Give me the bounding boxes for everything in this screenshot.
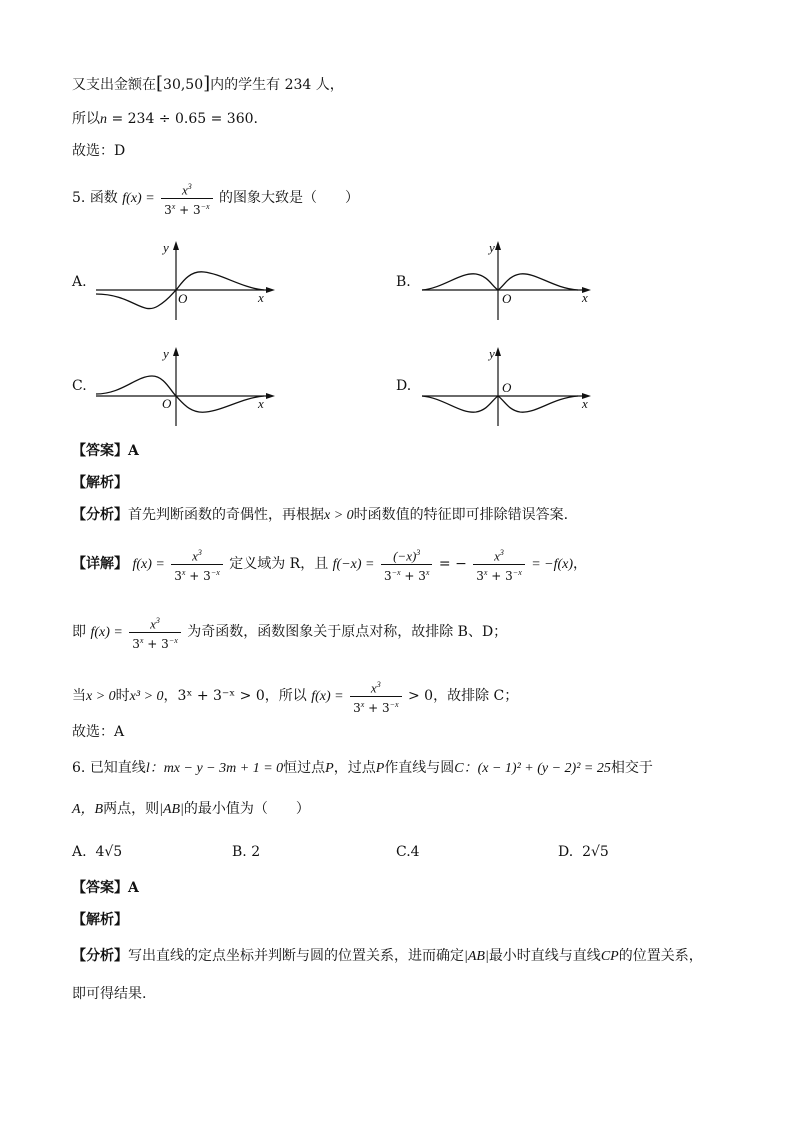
text: 最小时直线与直线 bbox=[488, 948, 601, 964]
text-line-3 bbox=[72, 141, 125, 161]
q5-positive-line: 当x > 0时x³ > 0，3ˣ + 3⁻ˣ > 0，所以 f(x) = $\frac{x^3}{3^x + 3^{-x}}$ > 0，故排除 C； bbox=[72, 676, 518, 716]
text: 时 bbox=[115, 688, 130, 705]
text: 已知直线 bbox=[89, 760, 146, 776]
denominator: $3^x + 3^{-x}$ bbox=[164, 202, 210, 218]
q5-odd-line: 即 f(x) = $\frac{x^3}{3^x + 3^{-x}}$ 为奇函数，函数图象关于原点对称，故排除 B、D； bbox=[72, 612, 507, 652]
text: 两点，则 bbox=[103, 801, 160, 817]
graph-c bbox=[92, 344, 277, 428]
numerator: $x^3$ bbox=[161, 178, 212, 199]
point-p: P bbox=[325, 761, 334, 776]
condition: x > 0 bbox=[324, 508, 354, 523]
q6-fenxi-end: 即可得结果. bbox=[72, 986, 147, 1002]
axis-y-label: y bbox=[489, 346, 495, 361]
text: > 0，故排除 C； bbox=[408, 688, 519, 705]
text: 首先判断函数的奇偶性，再根据 bbox=[128, 507, 324, 523]
origin-label: O bbox=[162, 396, 172, 411]
q5-final: 故选：A bbox=[72, 724, 125, 740]
question-number: 6. bbox=[72, 760, 86, 776]
axis-y-label: y bbox=[163, 346, 169, 361]
graph-b bbox=[418, 238, 593, 322]
text: 为奇函数，函数图象关于原点对称，故排除 B、D； bbox=[187, 624, 508, 641]
text: . bbox=[253, 111, 258, 127]
text: 故选：D bbox=[72, 143, 126, 159]
text: 恒过点 bbox=[283, 760, 326, 776]
origin-label: O bbox=[178, 291, 188, 306]
fraction bbox=[161, 178, 212, 218]
text: ，过点 bbox=[333, 760, 376, 776]
graph-a bbox=[92, 238, 277, 322]
text: 又支出金额在 bbox=[72, 77, 156, 93]
bracket-right: ] bbox=[203, 73, 211, 94]
abs-ab: |AB| bbox=[464, 949, 489, 964]
option-a-label: A. bbox=[72, 274, 87, 290]
text: ，3ˣ + 3⁻ˣ > 0，所以 bbox=[163, 688, 307, 705]
text: 的最小值为（ ） bbox=[183, 801, 310, 817]
q6-fenxi bbox=[72, 946, 703, 967]
abs-ab: |AB| bbox=[159, 802, 184, 817]
axis-y-label: y bbox=[489, 240, 495, 255]
option-c-label: C. bbox=[72, 378, 87, 394]
condition: x > 0 bbox=[86, 689, 116, 705]
text-line-2 bbox=[72, 109, 258, 130]
text: 即 bbox=[72, 624, 86, 641]
q6-answer: 【答案】A bbox=[72, 880, 139, 896]
axis-x-label: x bbox=[258, 396, 264, 411]
axis-x-label: x bbox=[582, 396, 588, 411]
text-line-1 bbox=[72, 74, 344, 95]
q5-stem bbox=[72, 178, 359, 218]
text: 相交于 bbox=[610, 760, 653, 776]
q6-option-b: B. 2 bbox=[232, 844, 261, 860]
tag: 【详解】 bbox=[72, 556, 128, 573]
text: 的位置关系， bbox=[618, 948, 703, 964]
fraction: $\frac{x^3}{3^x + 3^{-x}}$ bbox=[171, 544, 222, 584]
q6-option-a: A. 4√5 bbox=[72, 844, 123, 860]
var-n: n bbox=[100, 112, 107, 127]
point-p: P bbox=[375, 761, 385, 776]
expr: = 234 ÷ 0.65 = 360 bbox=[107, 111, 254, 127]
q6-analysis-head: 【解析】 bbox=[72, 912, 128, 928]
line-equation: l：mx − y − 3m + 1 = 0 bbox=[145, 761, 284, 776]
q6-stem-1 bbox=[72, 758, 653, 779]
q6-option-d: D. 2√5 bbox=[558, 844, 609, 860]
text: 作直线与圆 bbox=[384, 760, 455, 776]
option-d-label: D. bbox=[396, 378, 412, 394]
axis-x-label: x bbox=[582, 290, 588, 305]
text: 定义域为 R，且 bbox=[229, 556, 329, 573]
text: 所以 bbox=[72, 111, 100, 127]
axis-x-label: x bbox=[258, 290, 264, 305]
question-number: 5. bbox=[72, 190, 86, 207]
text: 时函数值的特征即可排除错误答案. bbox=[353, 507, 569, 523]
inequality: x³ > 0 bbox=[129, 689, 164, 705]
q5-answer: 【答案】A bbox=[72, 443, 139, 459]
text: 函数 bbox=[89, 190, 118, 207]
text: 内的学生有 234 人， bbox=[210, 77, 344, 93]
option-b-label: B. bbox=[396, 274, 411, 290]
q5-xiangjie: 【详解】 f(x) = $\frac{x^3}{3^x + 3^{-x}}$ 定义域为 R，且 f(−x) = $\frac{(-x)^3}{3^{-x} + 3^x}$ = − $\frac{x^3}{3^x + 3^{-x}}$ = −f(x)， bbox=[72, 544, 587, 584]
origin-label: O bbox=[502, 291, 512, 306]
text: 写出直线的定点坐标并判断与圆的位置关系，进而确定 bbox=[128, 948, 464, 964]
fx: f(x) = bbox=[132, 557, 165, 573]
axis-y-label: y bbox=[163, 240, 169, 255]
q5-analysis-head: 【解析】 bbox=[72, 475, 128, 491]
function-name: f(x) = bbox=[122, 191, 155, 207]
tag: 【分析】 bbox=[72, 948, 128, 964]
tag: 【分析】 bbox=[72, 507, 128, 523]
points: A，B bbox=[72, 802, 104, 817]
q5-fenxi bbox=[72, 505, 568, 526]
interval: 30,50 bbox=[163, 77, 204, 93]
origin-label: O bbox=[502, 380, 512, 395]
text: 当 bbox=[72, 688, 86, 705]
bracket-left: [ bbox=[156, 73, 164, 94]
line-cp: CP bbox=[600, 949, 619, 964]
q6-stem-2 bbox=[72, 799, 310, 820]
q6-option-c: C.4 bbox=[396, 844, 420, 860]
text: 的图象大致是（ ） bbox=[219, 190, 360, 207]
circle-equation: C：(x − 1)² + (y − 2)² = 25 bbox=[454, 761, 611, 776]
